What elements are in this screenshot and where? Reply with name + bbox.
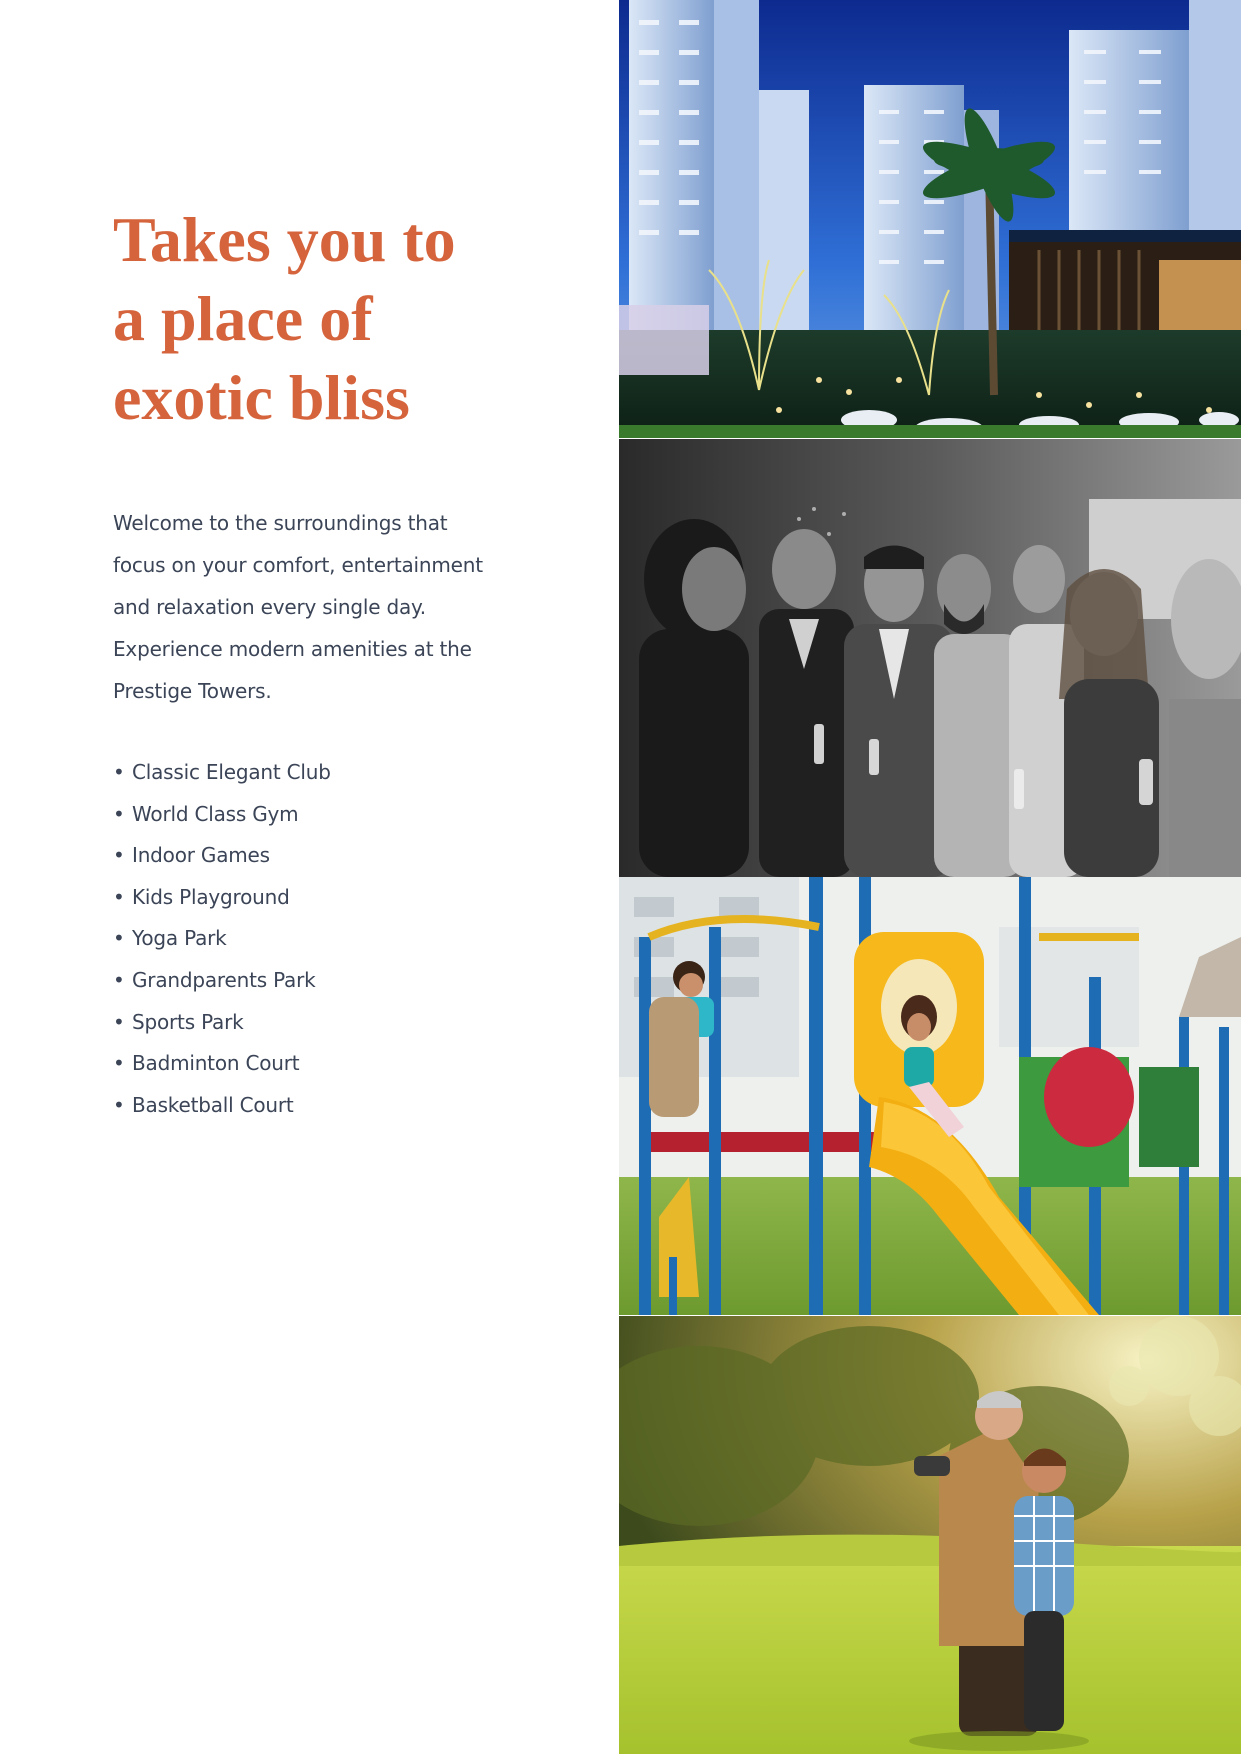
headline-line: exotic bliss (113, 362, 410, 433)
kids-playground-illustration (619, 877, 1241, 1315)
party-group-photo (619, 439, 1241, 877)
headline-line: Takes you to (113, 204, 456, 275)
amenities-list (113, 752, 331, 1126)
amenity-label: World Class Gym (132, 801, 299, 826)
towers-night-illustration (619, 0, 1241, 438)
amenity-item (113, 960, 331, 1002)
grandparent-park-illustration (619, 1316, 1241, 1754)
text-column (0, 0, 620, 1754)
kids-playground-photo (619, 877, 1241, 1315)
bullet-icon: • (113, 967, 125, 992)
amenity-label: Grandparents Park (132, 967, 316, 992)
amenity-label: Sports Park (132, 1009, 244, 1034)
intro-paragraph (113, 502, 513, 712)
bullet-icon: • (113, 926, 125, 951)
headline-line: a place of (113, 283, 373, 354)
amenity-label: Indoor Games (132, 843, 270, 868)
party-group-illustration (619, 439, 1241, 877)
amenity-item (113, 794, 331, 836)
amenity-item (113, 1085, 331, 1127)
amenity-label: Kids Playground (132, 884, 290, 909)
amenity-label: Basketball Court (132, 1092, 294, 1117)
towers-night-photo (619, 0, 1241, 438)
grandparent-park-photo (619, 1316, 1241, 1754)
amenity-label: Yoga Park (132, 926, 227, 951)
bullet-icon: • (113, 1009, 125, 1034)
amenity-item (113, 752, 331, 794)
bullet-icon: • (113, 801, 125, 826)
headline (113, 200, 593, 437)
amenity-label: Classic Elegant Club (132, 760, 331, 784)
photo-column (619, 0, 1241, 1754)
amenity-item (113, 835, 331, 877)
intro-line: Experience modern amenities at the (113, 637, 472, 661)
intro-line: focus on your comfort, entertainment (113, 553, 483, 577)
bullet-icon: • (113, 843, 125, 868)
amenity-item (113, 918, 331, 960)
amenity-item (113, 877, 331, 919)
amenity-label: Badminton Court (132, 1051, 300, 1076)
intro-line: Welcome to the surroundings that (113, 511, 448, 535)
intro-line: and relaxation every single day. (113, 595, 426, 619)
bullet-icon: • (113, 1051, 125, 1076)
bullet-icon: • (113, 760, 125, 784)
amenity-item (113, 1002, 331, 1044)
bullet-icon: • (113, 1092, 125, 1117)
intro-line: Prestige Towers. (113, 679, 272, 703)
bullet-icon: • (113, 884, 125, 909)
amenity-item (113, 1043, 331, 1085)
